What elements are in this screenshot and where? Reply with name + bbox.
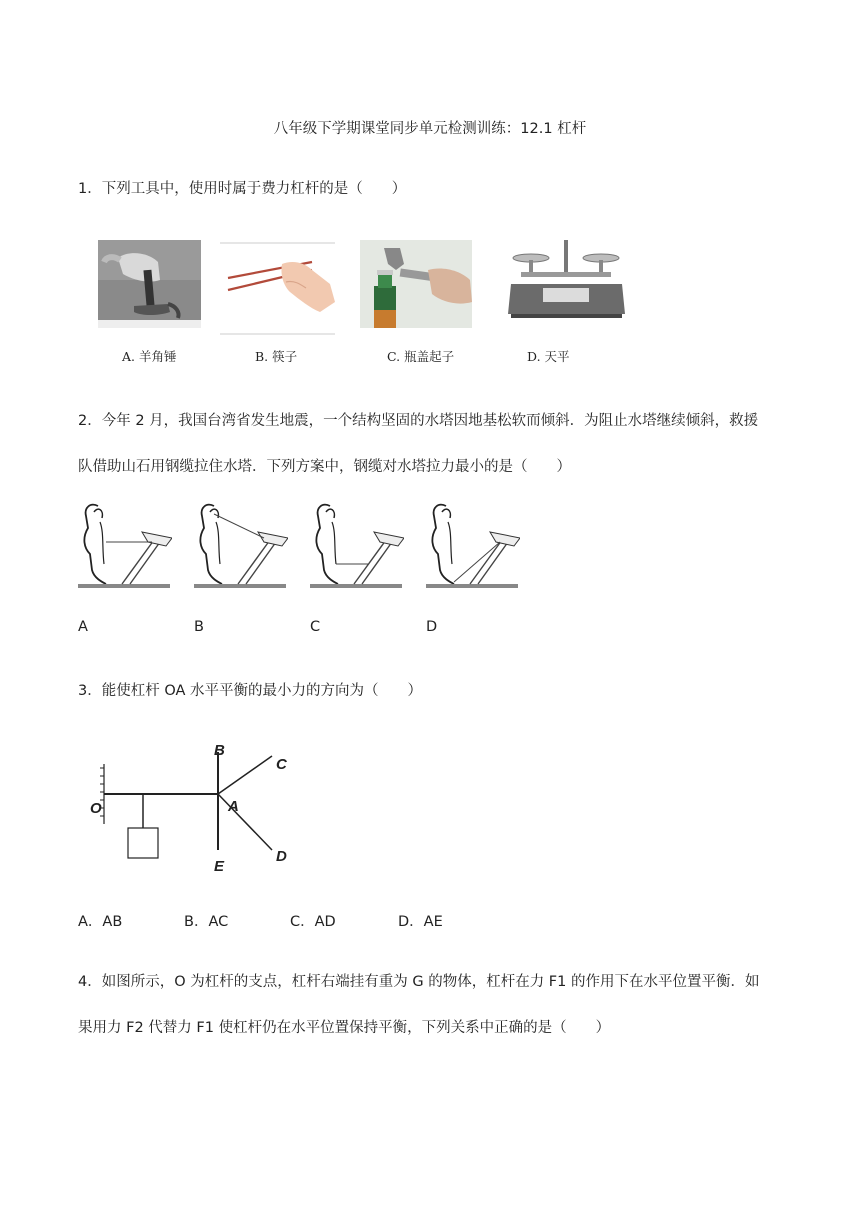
question-4-line-1: 4．如图所示，O 为杠杆的支点，杠杆右端挂有重为 G 的物体，杠杆在力 F1 的作用下在水平位置平衡．如: [78, 974, 760, 990]
question-2-line-1: 2．今年 2 月，我国台湾省发生地震，一个结构坚固的水塔因地基松软而倾斜．为阻止水塔继续倾斜，救援: [78, 413, 759, 429]
option-3a: A．AB: [78, 914, 123, 930]
water-tower-diagram-d: [424, 498, 520, 596]
option-3d: D．AE: [398, 914, 443, 930]
bottle-opener-image: [360, 240, 472, 328]
question-4-line-2: 果用力 F2 代替力 F1 使杠杆仍在水平位置保持平衡，下列关系中正确的是（ ）: [78, 1020, 611, 1036]
option-a-caption: A. 羊角锤: [122, 349, 177, 364]
balance-scale-image: [503, 236, 630, 322]
question-3-stem: 3．能使杠杆 OA 水平平衡的最小力的方向为（ ）: [78, 683, 423, 699]
label-c: C: [276, 756, 287, 773]
water-tower-diagram-b: [192, 498, 288, 596]
label-a: A: [228, 798, 239, 815]
label-e: E: [214, 858, 225, 875]
question-2-line-2: 队借助山石用钢缆拉住水塔．下列方案中，钢缆对水塔拉力最小的是（ ）: [78, 459, 571, 475]
lever-diagram: [84, 740, 304, 884]
option-3c: C．AD: [290, 914, 336, 930]
label-d: D: [276, 848, 287, 865]
diagram-label-d: D: [426, 619, 438, 635]
question-1-stem: 1．下列工具中，使用时属于费力杠杆的是（ ）: [78, 181, 407, 197]
option-d-caption: D. 天平: [527, 349, 570, 364]
chopsticks-image: [220, 242, 335, 335]
option-3b: B．AC: [184, 914, 229, 930]
option-c-caption: C. 瓶盖起子: [387, 349, 455, 364]
water-tower-diagram-a: [76, 498, 172, 596]
label-o: O: [90, 800, 102, 817]
label-b: B: [214, 742, 225, 759]
page-title: 八年级下学期课堂同步单元检测训练：12.1 杠杆: [273, 121, 587, 137]
diagram-label-a: A: [78, 619, 88, 635]
hammer-image: [98, 240, 201, 328]
option-b-caption: B. 筷子: [255, 349, 298, 364]
diagram-label-b: B: [194, 619, 204, 635]
diagram-label-c: C: [310, 619, 321, 635]
water-tower-diagram-c: [308, 498, 404, 596]
